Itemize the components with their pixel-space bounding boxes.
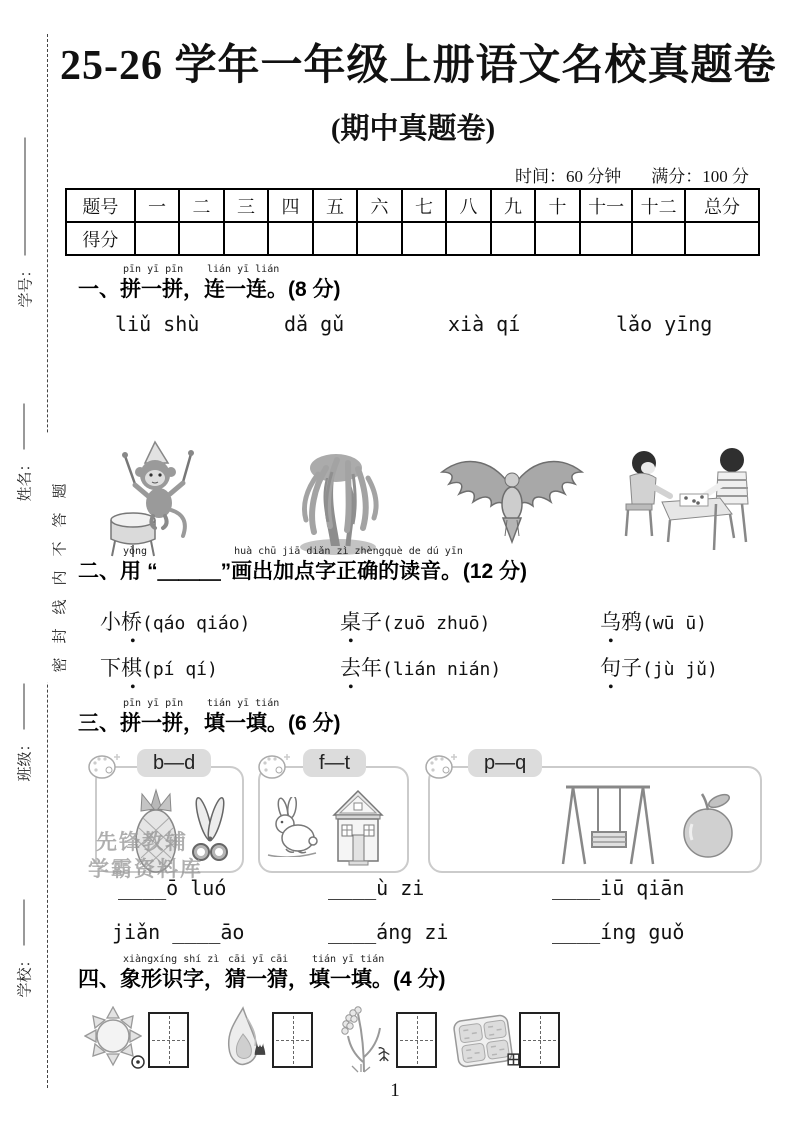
student-id-field	[15, 123, 36, 323]
score-table	[65, 188, 760, 256]
score-table-cell: 十	[535, 189, 580, 222]
rabbit-illustration	[264, 797, 319, 857]
score-table-score-row	[66, 222, 759, 255]
fire-illustration	[223, 1006, 263, 1068]
dot-mark: •	[130, 633, 136, 650]
palette-icon	[256, 750, 292, 782]
willow-tree-illustration	[276, 438, 401, 556]
dotted-word-item: 乌鸦(wū ū) •	[600, 610, 708, 650]
section4-number: 四、	[78, 968, 120, 991]
score-table-cell: 六	[357, 189, 402, 222]
page-number: 1	[390, 1080, 400, 1101]
section4-pinyin: cāi yī cāi	[228, 954, 289, 965]
name-blank-line	[23, 404, 25, 450]
fill-blank: jiǎn ____āo	[112, 920, 245, 944]
score-empty-cell	[580, 222, 633, 255]
rice-ancient-glyph	[376, 1046, 392, 1063]
section3-pinyin: tián yī tián	[207, 698, 280, 709]
pinyin-word: liǔ shù	[115, 312, 200, 336]
student-id-blank-line	[24, 138, 26, 256]
score-table-cell: 七	[402, 189, 447, 222]
score-row-label: 得分	[66, 222, 135, 255]
section1-score: (8 分)	[288, 278, 341, 301]
fill-blank: ____áng zi	[328, 920, 449, 944]
fill-blank: ____ù zi	[328, 876, 425, 900]
pinyin-word: xià qí	[448, 312, 521, 336]
section3-heading: 三、 pīn yī pīn 拼一拼， tián yī tián 填一填。 (6 分)	[78, 697, 341, 737]
rice-plant-illustration	[338, 1002, 384, 1074]
section2-heading: 二、 yòng 用 “＿＿＿” huà chū jiā diǎn zì zhèngquè de dú yīn 画出加点字正确的读音。 (12 分)	[78, 545, 527, 585]
section1-pinyin: pīn yī pīn	[123, 264, 184, 275]
class-field	[14, 673, 35, 793]
fill-blank: ____ō luó	[118, 876, 227, 900]
dot-mark: •	[608, 679, 614, 696]
section4-pinyin: tián yī tián	[312, 954, 385, 965]
section1-number: 一、	[78, 278, 120, 301]
children-playing-chess-illustration	[612, 438, 767, 556]
time-info: 时间：60 分钟	[515, 167, 622, 186]
dotted-word-item: 小桥(qáo qiáo) •	[100, 610, 251, 650]
score-table-cell: 十一	[580, 189, 633, 222]
house-illustration	[330, 788, 386, 868]
score-table-cell: 四	[268, 189, 313, 222]
score-empty-cell	[224, 222, 269, 255]
score-table-cell: 一	[135, 189, 180, 222]
character-grid	[519, 1012, 560, 1068]
syllable-label-bd: b—d	[137, 749, 211, 777]
fire-ancient-glyph	[252, 1040, 268, 1057]
dot-mark: •	[348, 633, 354, 650]
dot-mark: •	[348, 679, 354, 696]
class-blank-line	[23, 684, 25, 730]
class-label: 班级：	[17, 736, 34, 782]
flying-eagle-illustration	[437, 444, 587, 550]
fill-blank: ____iū qiān	[552, 876, 685, 900]
section3-pinyin: pīn yī pīn	[123, 698, 184, 709]
score-table-cell: 九	[491, 189, 536, 222]
character-grid	[272, 1012, 313, 1068]
watermark-line1: 先锋教辅	[96, 831, 188, 854]
score-table-cell: 二	[179, 189, 224, 222]
score-empty-cell	[491, 222, 536, 255]
student-id-label: 学号：	[18, 262, 35, 308]
section2-score: (12 分)	[462, 560, 528, 583]
syllable-label-pq: p—q	[468, 749, 542, 777]
score-table-cell: 三	[224, 189, 269, 222]
section3-number: 三、	[78, 712, 120, 735]
character-grid	[396, 1012, 437, 1068]
score-empty-cell	[268, 222, 313, 255]
monkey-playing-drum-illustration	[95, 436, 235, 558]
section3-score: (6 分)	[288, 712, 341, 735]
sun-ancient-glyph	[130, 1054, 146, 1070]
section2-pinyin: huà chū jiā diǎn zì zhèngquè de dú yīn	[234, 546, 463, 557]
score-empty-cell	[535, 222, 580, 255]
dot-mark: •	[608, 633, 614, 650]
page-title: 25-26 学年一年级上册语文名校真题卷	[60, 43, 777, 89]
name-field	[14, 393, 35, 513]
watermark-line2: 学霸资料库	[88, 858, 203, 881]
section4-heading: 四、 xiàngxíng shí zì 象形识字， cāi yī cāi 猜一猜， tián yī tián 填一填。 (4 分)	[78, 953, 446, 993]
dotted-word-item: 句子(jù jǔ) •	[600, 656, 718, 696]
score-empty-cell	[135, 222, 180, 255]
section1-pinyin: lián yī lián	[207, 264, 280, 275]
score-table-cell: 题号	[66, 189, 135, 222]
character-grid	[148, 1012, 189, 1068]
dotted-word-item: 去年(lián nián) •	[340, 656, 502, 696]
fill-blank: ____íng guǒ	[552, 920, 685, 944]
score-empty-cell	[446, 222, 491, 255]
score-table-header-row	[66, 189, 759, 222]
pinyin-word: lǎo yīng	[616, 312, 713, 336]
dot-mark: •	[130, 679, 136, 696]
section2-pinyin: yòng	[123, 546, 148, 557]
school-blank-line	[23, 900, 25, 946]
section4-pinyin: xiàngxíng shí zì	[123, 954, 220, 965]
score-table-cell: 八	[446, 189, 491, 222]
score-empty-cell	[313, 222, 358, 255]
score-table-cell: 五	[313, 189, 358, 222]
pinyin-word: dǎ gǔ	[284, 312, 345, 336]
score-table-cell: 十二	[632, 189, 685, 222]
swing-illustration	[558, 776, 658, 866]
dotted-word-item: 桌子(zuō zhuō) •	[340, 610, 491, 650]
name-label: 姓名：	[17, 456, 34, 502]
section4-score: (4 分)	[393, 968, 446, 991]
seal-notice-text: 密封线内不答题	[47, 433, 72, 683]
dotted-word-item: 下棋(pí qí) •	[100, 656, 218, 696]
score-table-cell: 总分	[685, 189, 759, 222]
score-empty-cell	[357, 222, 402, 255]
syllable-label-ft: f—t	[303, 749, 366, 777]
apple-illustration	[678, 788, 740, 860]
palette-icon	[423, 750, 459, 782]
section1-heading: 一、 pīn yī pīn 拼一拼， lián yī lián 连一连。 (8 分)	[78, 263, 341, 303]
school-label: 学校：	[17, 952, 34, 998]
section2-number: 二、	[78, 560, 120, 583]
palette-icon	[86, 750, 122, 782]
paddy-field-illustration	[452, 1012, 514, 1070]
school-field	[14, 889, 35, 1009]
full-score-info: 满分：100 分	[651, 167, 749, 186]
score-empty-cell	[632, 222, 685, 255]
score-empty-cell	[179, 222, 224, 255]
page-subtitle: (期中真题卷)	[330, 113, 496, 145]
score-empty-cell	[402, 222, 447, 255]
exam-info	[515, 162, 749, 187]
score-empty-cell	[685, 222, 759, 255]
